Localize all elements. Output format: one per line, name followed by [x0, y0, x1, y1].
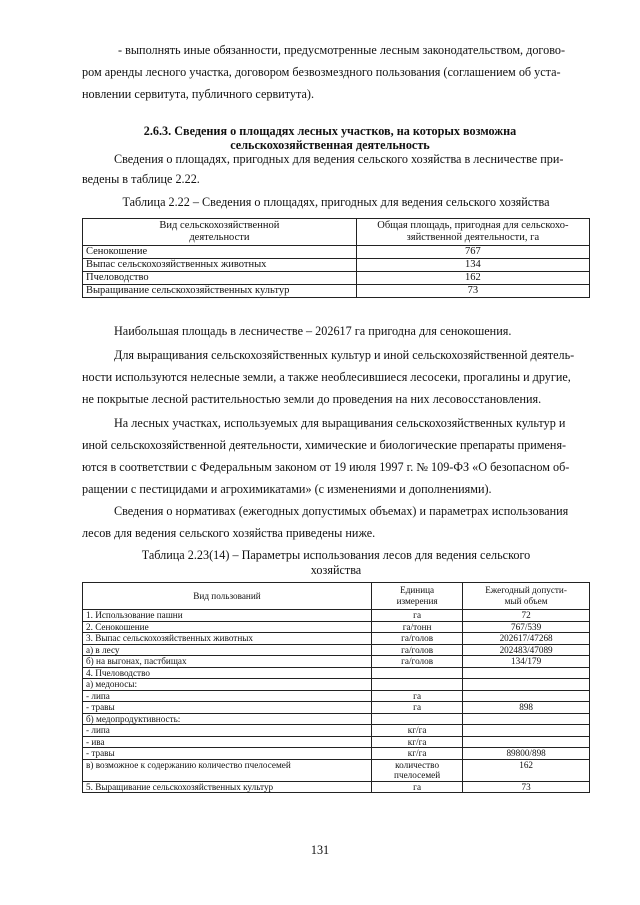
table2-header-type: Вид пользований — [83, 583, 372, 610]
para3-line-3: не покрытые лесной растительностью земли до проведения на них лесовосстановления. — [82, 392, 542, 406]
table-row: а) медоносы: — [83, 679, 590, 691]
table-row: - ива кг/га — [83, 736, 590, 748]
intro-line-3: новлении сервитута, публичного сервитута). — [82, 87, 315, 101]
para3-line-2: ности используются нелесные земли, а также необлесившиеся лесосеки, прогалины и другие, — [82, 370, 571, 384]
para1-line-1: Сведения о площадях, пригодных для ведения сельского хозяйства в лесничестве при- — [114, 152, 564, 166]
para2: Наибольшая площадь в лесничестве – 202617 га пригодна для сенокошения. — [114, 324, 512, 338]
table-row: 1. Использование пашни га 72 — [83, 610, 590, 622]
para4-line-3: ются в соответствии с Федеральным законом от 19 июля 1997 г. № 109-ФЗ «О безопасном об- — [82, 460, 570, 474]
para4-line-1: На лесных участках, используемых для выращивания сельскохозяйственных культур и — [114, 416, 566, 430]
intro-line-1: - выполнять иные обязанности, предусмотренные лесным законодательством, догово- — [118, 43, 566, 57]
table-row: - травы га 898 — [83, 702, 590, 714]
table-row: 5. Выращивание сельскохозяйственных культур га 73 — [83, 781, 590, 793]
table-row: - липа кг/га — [83, 725, 590, 737]
table2-header-unit: Единица измерения — [371, 583, 462, 610]
table-row: б) медопродуктивность: — [83, 713, 590, 725]
table-row: Сенокошение 767 — [83, 246, 590, 259]
intro-line-2: ром аренды лесного участка, договором безвозмездного пользования (соглашением об уста- — [82, 65, 561, 79]
page-number: 131 — [310, 843, 330, 857]
table1-header-area: Общая площадь, пригодная для сельскохо- зяйственной деятельности, га — [356, 219, 589, 246]
table-row: 2. Сенокошение га/тонн 767/539 — [83, 621, 590, 633]
table-agri-areas — [82, 218, 590, 298]
section-heading-line-2: сельскохозяйственная деятельность — [230, 138, 430, 152]
table-row: Пчеловодство 162 — [83, 272, 590, 285]
section-heading — [90, 124, 570, 152]
para5-line-2: лесов для ведения сельского хозяйства приведены ниже. — [82, 526, 376, 540]
table-row: б) на выгонах, пастбищах га/голов 134/179 — [83, 656, 590, 668]
table-row: - липа га — [83, 690, 590, 702]
table1-header-activity: Вид сельскохозяйственной деятельности — [83, 219, 357, 246]
table-row: Выпас сельскохозяйственных животных 134 — [83, 259, 590, 272]
section-heading-line-1: 2.6.3. Сведения о площадях лесных участков, на которых возможна — [143, 124, 517, 138]
para5-line-1: Сведения о нормативах (ежегодных допустимых объемах) и параметрах использования — [114, 504, 569, 518]
para4-line-4: ращении с пестицидами и агрохимикатами» (с изменениями и дополнениями). — [82, 482, 492, 496]
table-agri-parameters — [82, 582, 590, 793]
table1-caption: Таблица 2.22 – Сведения о площадях, пригодных для ведения сельского хозяйства — [122, 195, 550, 209]
table-row: в) возможное к содержанию количество пчелосемей количество пчелосемей 162 — [83, 759, 590, 781]
para3-line-1: Для выращивания сельскохозяйственных культур и иной сельскохозяйственной деятель- — [114, 348, 575, 362]
para4-line-2: иной сельскохозяйственной деятельности, химические и биологические препараты применя- — [82, 438, 567, 452]
table-row: - травы кг/га 89800/898 — [83, 748, 590, 760]
table-row: 3. Выпас сельскохозяйственных животных га/голов 202617/47268 — [83, 633, 590, 645]
table-row: Выращивание сельскохозяйственных культур 73 — [83, 285, 590, 298]
table-row: а) в лесу га/голов 202483/47089 — [83, 644, 590, 656]
para1-line-2: ведены в таблице 2.22. — [82, 172, 200, 186]
table-row: 4. Пчеловодство — [83, 667, 590, 679]
table2-header-volume: Ежегодный допусти- мый объем — [463, 583, 590, 610]
table2-caption: Таблица 2.23(14) – Параметры использования лесов для ведения сельского хозяйства — [141, 548, 531, 577]
